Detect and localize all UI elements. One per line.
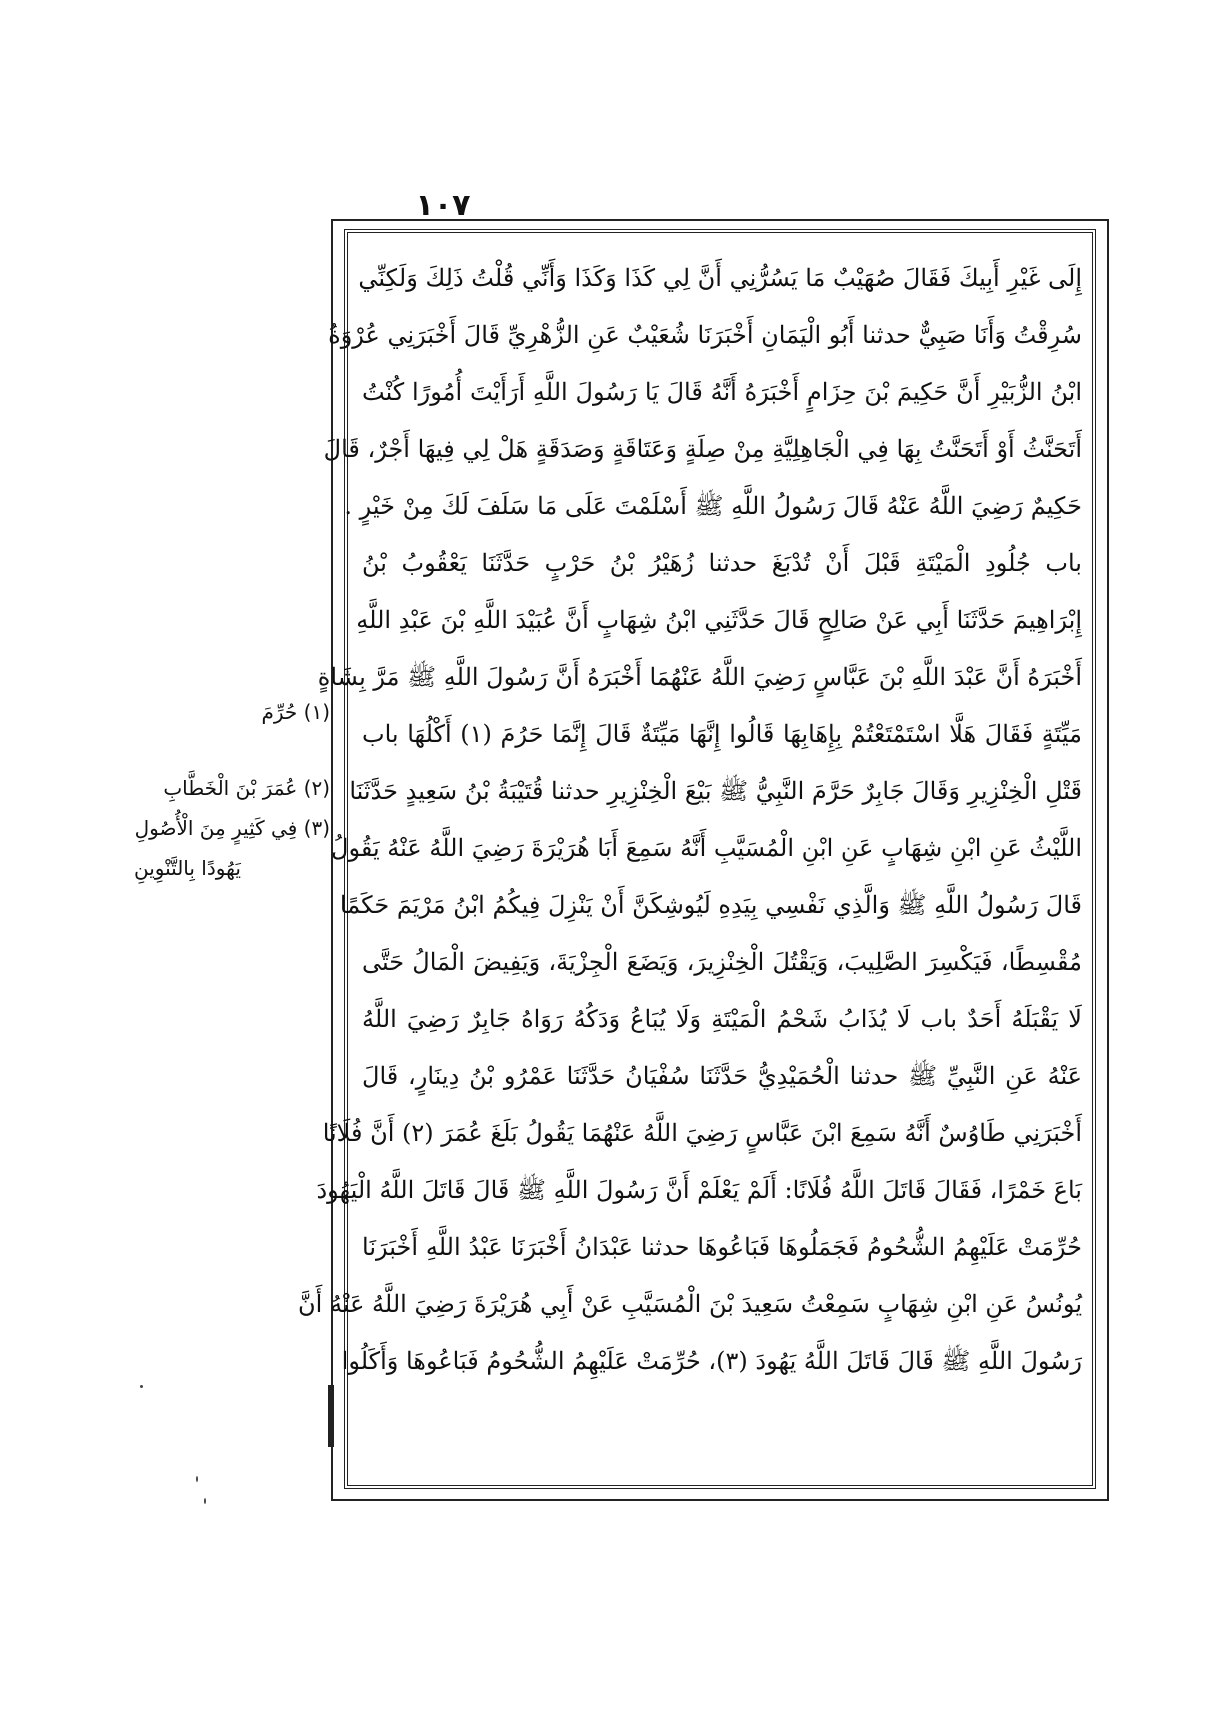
text-line: قَالَ رَسُولُ اللَّهِ ﷺ وَالَّذِي نَفْسِي بِيَدِهِ لَيُوشِكَنَّ أَنْ يَنْزِلَ فِيكُمُ ابْنُ مَرْيَمَ حَكَمًا [339, 891, 1082, 919]
footnote-3: (٣) فِي كَثِيرٍ مِنَ الْأُصُولِ [134, 816, 330, 840]
text-line: أَتَحَنَّثُ أَوْ أَتَحَنَّتُ بِهَا فِي الْجَاهِلِيَّةِ مِنْ صِلَةٍ وَعَتَاقَةٍ وَصَدَقَةٍ هَلْ لِي فِيهَا أَجْرٌ، قَالَ [323, 435, 1082, 463]
scan-speck [140, 1385, 143, 1388]
hadith-text-block [298, 250, 1083, 1480]
page-number: ١٠٧ [415, 188, 471, 223]
text-line: باب جُلُودِ الْمَيْتَةِ قَبْلَ أَنْ تُدْبَغَ حدثنا زُهَيْرُ بْنُ حَرْبٍ حَدَّثَنَا يَعْقُوبُ بْنُ [362, 549, 1082, 577]
text-line: إِلَى غَيْرِ أَبِيكَ فَقَالَ صُهَيْبٌ مَا يَسُرُّنِي أَنَّ لِي كَذَا وَكَذَا وَأَنِّي قُلْتُ ذَلِكَ وَلَكِنِّي [358, 264, 1082, 292]
text-line: مُقْسِطًا، فَيَكْسِرَ الصَّلِيبَ، وَيَقْتُلَ الْخِنْزِيرَ، وَيَضَعَ الْجِزْيَةَ، وَيَفِيضَ الْمَالُ حَتَّى [362, 948, 1082, 976]
footnote-1: (١) حُرِّمَ [261, 700, 330, 724]
text-line: أَخْبَرَنِي طَاوُسٌ أَنَّهُ سَمِعَ ابْنَ عَبَّاسٍ رَضِيَ اللَّهُ عَنْهُمَا يَقُولُ بَلَغَ عُمَرَ (٢) أَنَّ فُلَانًا [322, 1119, 1082, 1147]
text-line: يُونُسُ عَنِ ابْنِ شِهَابٍ سَمِعْتُ سَعِيدَ بْنَ الْمُسَيَّبِ عَنْ أَبِي هُرَيْرَةَ رَضِيَ اللَّهُ عَنْهُ أَنَّ [298, 1290, 1082, 1318]
text-line: رَسُولَ اللَّهِ ﷺ قَالَ قَاتَلَ اللَّهُ يَهُودَ (٣)، حُرِّمَتْ عَلَيْهِمُ الشُّحُومُ فَبَاعُوهَا وَأَكَلُوا [341, 1347, 1082, 1375]
text-line: مَيِّتَةٍ فَقَالَ هَلَّا اسْتَمْتَعْتُمْ بِإِهَابِهَا قَالُوا إِنَّهَا مَيِّتَةٌ قَالَ إِنَّمَا حَرُمَ (١) أَكْلُهَا باب [362, 720, 1082, 748]
footnote-3-continuation: يَهُودًا بِالتَّنْوِينِ [134, 856, 241, 880]
text-line: ابْنُ الزُّبَيْرِ أَنَّ حَكِيمَ بْنَ حِزَامٍ أَخْبَرَهُ أَنَّهُ قَالَ يَا رَسُولَ اللَّهِ أَرَأَيْتَ أُمُورًا كُنْتُ [362, 378, 1082, 406]
margin-footnotes [130, 692, 330, 888]
text-line: لَا يَقْبَلَهُ أَحَدٌ باب لَا يُذَابُ شَحْمُ الْمَيْتَةِ وَلَا يُبَاعُ وَدَكُهُ رَوَاهُ جَابِرٌ رَضِيَ اللَّهُ [362, 1005, 1082, 1033]
text-line: عَنْهُ عَنِ النَّبِيِّ ﷺ حدثنا الْحُمَيْدِيُّ حَدَّثَنَا سُفْيَانُ حَدَّثَنَا عَمْرُو بْنُ دِينَارٍ، قَالَ [362, 1062, 1082, 1090]
scan-speck [204, 1498, 206, 1504]
text-line: حُرِّمَتْ عَلَيْهِمُ الشُّحُومُ فَجَمَلُوهَا فَبَاعُوهَا حدثنا عَبْدَانُ أَخْبَرَنَا عَبْدُ اللَّهِ أَخْبَرَنَا [362, 1233, 1083, 1261]
text-line: سُرِقْتُ وَأَنَا صَبِيٌّ حدثنا أَبُو الْيَمَانِ أَخْبَرَنَا شُعَيْبٌ عَنِ الزُّهْرِيِّ قَالَ أَخْبَرَنِي عُرْوَةُ [328, 321, 1082, 349]
text-line: حَكِيمٌ رَضِيَ اللَّهُ عَنْهُ قَالَ رَسُولُ اللَّهِ ﷺ أَسْلَمْتَ عَلَى مَا سَلَفَ لَكَ مِنْ خَيْرٍ . [344, 492, 1082, 520]
text-line: بَاعَ خَمْرًا، فَقَالَ قَاتَلَ اللَّهُ فُلَانًا: أَلَمْ يَعْلَمْ أَنَّ رَسُولَ اللَّهِ ﷺ قَالَ قَاتَلَ اللَّهُ الْيَهُودَ [316, 1176, 1082, 1204]
text-line: إِبْرَاهِيمَ حَدَّثَنَا أَبِي عَنْ صَالِحٍ قَالَ حَدَّثَنِي ابْنُ شِهَابٍ أَنَّ عُبَيْدَ اللَّهِ بْنَ عَبْدِ اللَّهِ [356, 606, 1082, 634]
scan-speck [196, 1476, 198, 1482]
text-line: قَتْلِ الْخِنْزِيرِ وَقَالَ جَابِرٌ حَرَّمَ النَّبِيُّ ﷺ بَيْعَ الْخِنْزِيرِ حدثنا قُتَيْبَةُ بْنُ سَعِيدٍ حَدَّثَنَا [349, 777, 1082, 805]
text-line: اللَّيْثُ عَنِ ابْنِ شِهَابٍ عَنِ ابْنِ الْمُسَيَّبِ أَنَّهُ سَمِعَ أَبَا هُرَيْرَةَ رَضِيَ اللَّهُ عَنْهُ يَقُولُ [331, 834, 1082, 862]
text-line: أَخْبَرَهُ أَنَّ عَبْدَ اللَّهِ بْنَ عَبَّاسٍ رَضِيَ اللَّهُ عَنْهُمَا أَخْبَرَهُ أَنَّ رَسُولَ اللَّهِ ﷺ مَرَّ بِشَاةٍ [317, 663, 1082, 691]
frame-margin-mark [328, 1385, 334, 1447]
footnote-2: (٢) عُمَرَ بْنَ الْخَطَّابِ [163, 776, 330, 800]
